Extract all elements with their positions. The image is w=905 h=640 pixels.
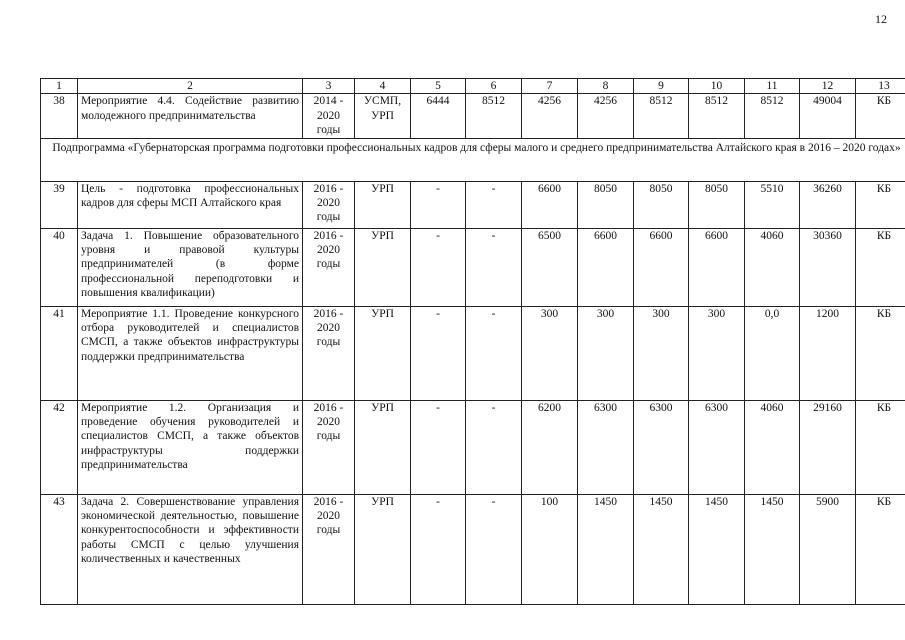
value-cell: 1450 [689,494,745,604]
header-cell: 11 [745,79,800,94]
value-cell: - [411,494,466,604]
value-cell: 300 [578,306,634,400]
row-number: 38 [41,94,78,138]
row-period: 2016 - 2020 годы [303,494,355,604]
row-executor: УРП [355,181,411,228]
row-executor: УСМП, УРП [355,94,411,138]
value-cell: 6444 [411,94,466,138]
row-number: 40 [41,228,78,306]
table-row [41,494,905,604]
value-cell: 8050 [578,181,634,228]
value-cell: - [466,494,522,604]
value-cell: 6600 [634,228,689,306]
value-cell: 36260 [800,181,856,228]
row-description: Задача 2. Совершенствование управления экономической деятельностью, повышение конкурентоспособности и эффективности работы СМСП с целью улучшения количественных и качественных [78,494,303,604]
row-period: 2016 - 2020 годы [303,181,355,228]
row-period: 2016 - 2020 годы [303,228,355,306]
header-cell: 2 [78,79,303,94]
value-cell: 6300 [578,400,634,494]
value-cell: 6300 [689,400,745,494]
table-row [41,228,905,306]
row-number: 42 [41,400,78,494]
value-cell: 6200 [522,400,578,494]
header-cell: 8 [578,79,634,94]
value-cell: - [466,306,522,400]
row-source: КБ [856,306,905,400]
row-number: 43 [41,494,78,604]
value-cell: 4256 [522,94,578,138]
value-cell: - [466,181,522,228]
subprogram-title: Подпрограмма «Губернаторская программа подготовки профессиональных кадров для сферы малого и среднего предпринимательства Алтайского края в 2016 – 2020 годах» [41,138,905,181]
value-cell: 4060 [745,400,800,494]
header-cell: 12 [800,79,856,94]
value-cell: 300 [634,306,689,400]
header-cell: 9 [634,79,689,94]
value-cell: 30360 [800,228,856,306]
row-source: КБ [856,400,905,494]
value-cell: 100 [522,494,578,604]
table-row [41,94,905,138]
header-cell: 7 [522,79,578,94]
header-row [41,79,905,94]
row-number: 39 [41,181,78,228]
value-cell: 8512 [745,94,800,138]
value-cell: 1450 [634,494,689,604]
value-cell: 8512 [634,94,689,138]
value-cell: 8512 [466,94,522,138]
row-executor: УРП [355,228,411,306]
page-number: 12 [875,12,887,26]
value-cell: 4256 [578,94,634,138]
header-cell: 1 [41,79,78,94]
value-cell: - [411,228,466,306]
header-cell: 6 [466,79,522,94]
value-cell: 6600 [689,228,745,306]
value-cell: 8050 [634,181,689,228]
value-cell: 6600 [522,181,578,228]
value-cell: - [466,228,522,306]
value-cell: - [466,400,522,494]
value-cell: 6500 [522,228,578,306]
table-row [41,306,905,400]
header-cell: 5 [411,79,466,94]
value-cell: 1450 [745,494,800,604]
value-cell: 6300 [634,400,689,494]
row-executor: УРП [355,400,411,494]
row-number: 41 [41,306,78,400]
program-table [40,78,905,605]
value-cell: 4060 [745,228,800,306]
row-source: КБ [856,228,905,306]
value-cell: 1450 [578,494,634,604]
row-description: Мероприятие 4.4. Содействие развитию молодежного предпринимательства [78,94,303,138]
value-cell: 1200 [800,306,856,400]
row-executor: УРП [355,306,411,400]
row-executor: УРП [355,494,411,604]
row-description: Мероприятие 1.1. Проведение конкурсного отбора руководителей и специалистов СМСП, а также объектов инфраструктуры поддержки предпринимательства [78,306,303,400]
value-cell: 5900 [800,494,856,604]
value-cell: - [411,400,466,494]
row-source: КБ [856,181,905,228]
value-cell: 6600 [578,228,634,306]
row-source: КБ [856,494,905,604]
value-cell: 8050 [689,181,745,228]
header-cell: 10 [689,79,745,94]
value-cell: 49004 [800,94,856,138]
row-description: Задача 1. Повышение образовательного уровня и правовой культуры предпринимателей (в форме профессиональной переподготовки и повышения квалификации) [78,228,303,306]
subprogram-row [41,138,905,181]
value-cell: - [411,181,466,228]
table-row [41,400,905,494]
header-cell: 3 [303,79,355,94]
value-cell: 5510 [745,181,800,228]
value-cell: - [411,306,466,400]
value-cell: 300 [689,306,745,400]
row-period: 2016 - 2020 годы [303,306,355,400]
value-cell: 8512 [689,94,745,138]
table-row [41,181,905,228]
header-cell: 4 [355,79,411,94]
row-description: Мероприятие 1.2. Организация и проведение обучения руководителей и специалистов СМСП, а также объектов инфраструктуры поддержки предпринимательства [78,400,303,494]
header-cell: 13 [856,79,905,94]
value-cell: 300 [522,306,578,400]
row-description: Цель - подготовка профессиональных кадров для сферы МСП Алтайского края [78,181,303,228]
row-period: 2014 - 2020 годы [303,94,355,138]
value-cell: 29160 [800,400,856,494]
row-period: 2016 - 2020 годы [303,400,355,494]
value-cell: 0,0 [745,306,800,400]
row-source: КБ [856,94,905,138]
